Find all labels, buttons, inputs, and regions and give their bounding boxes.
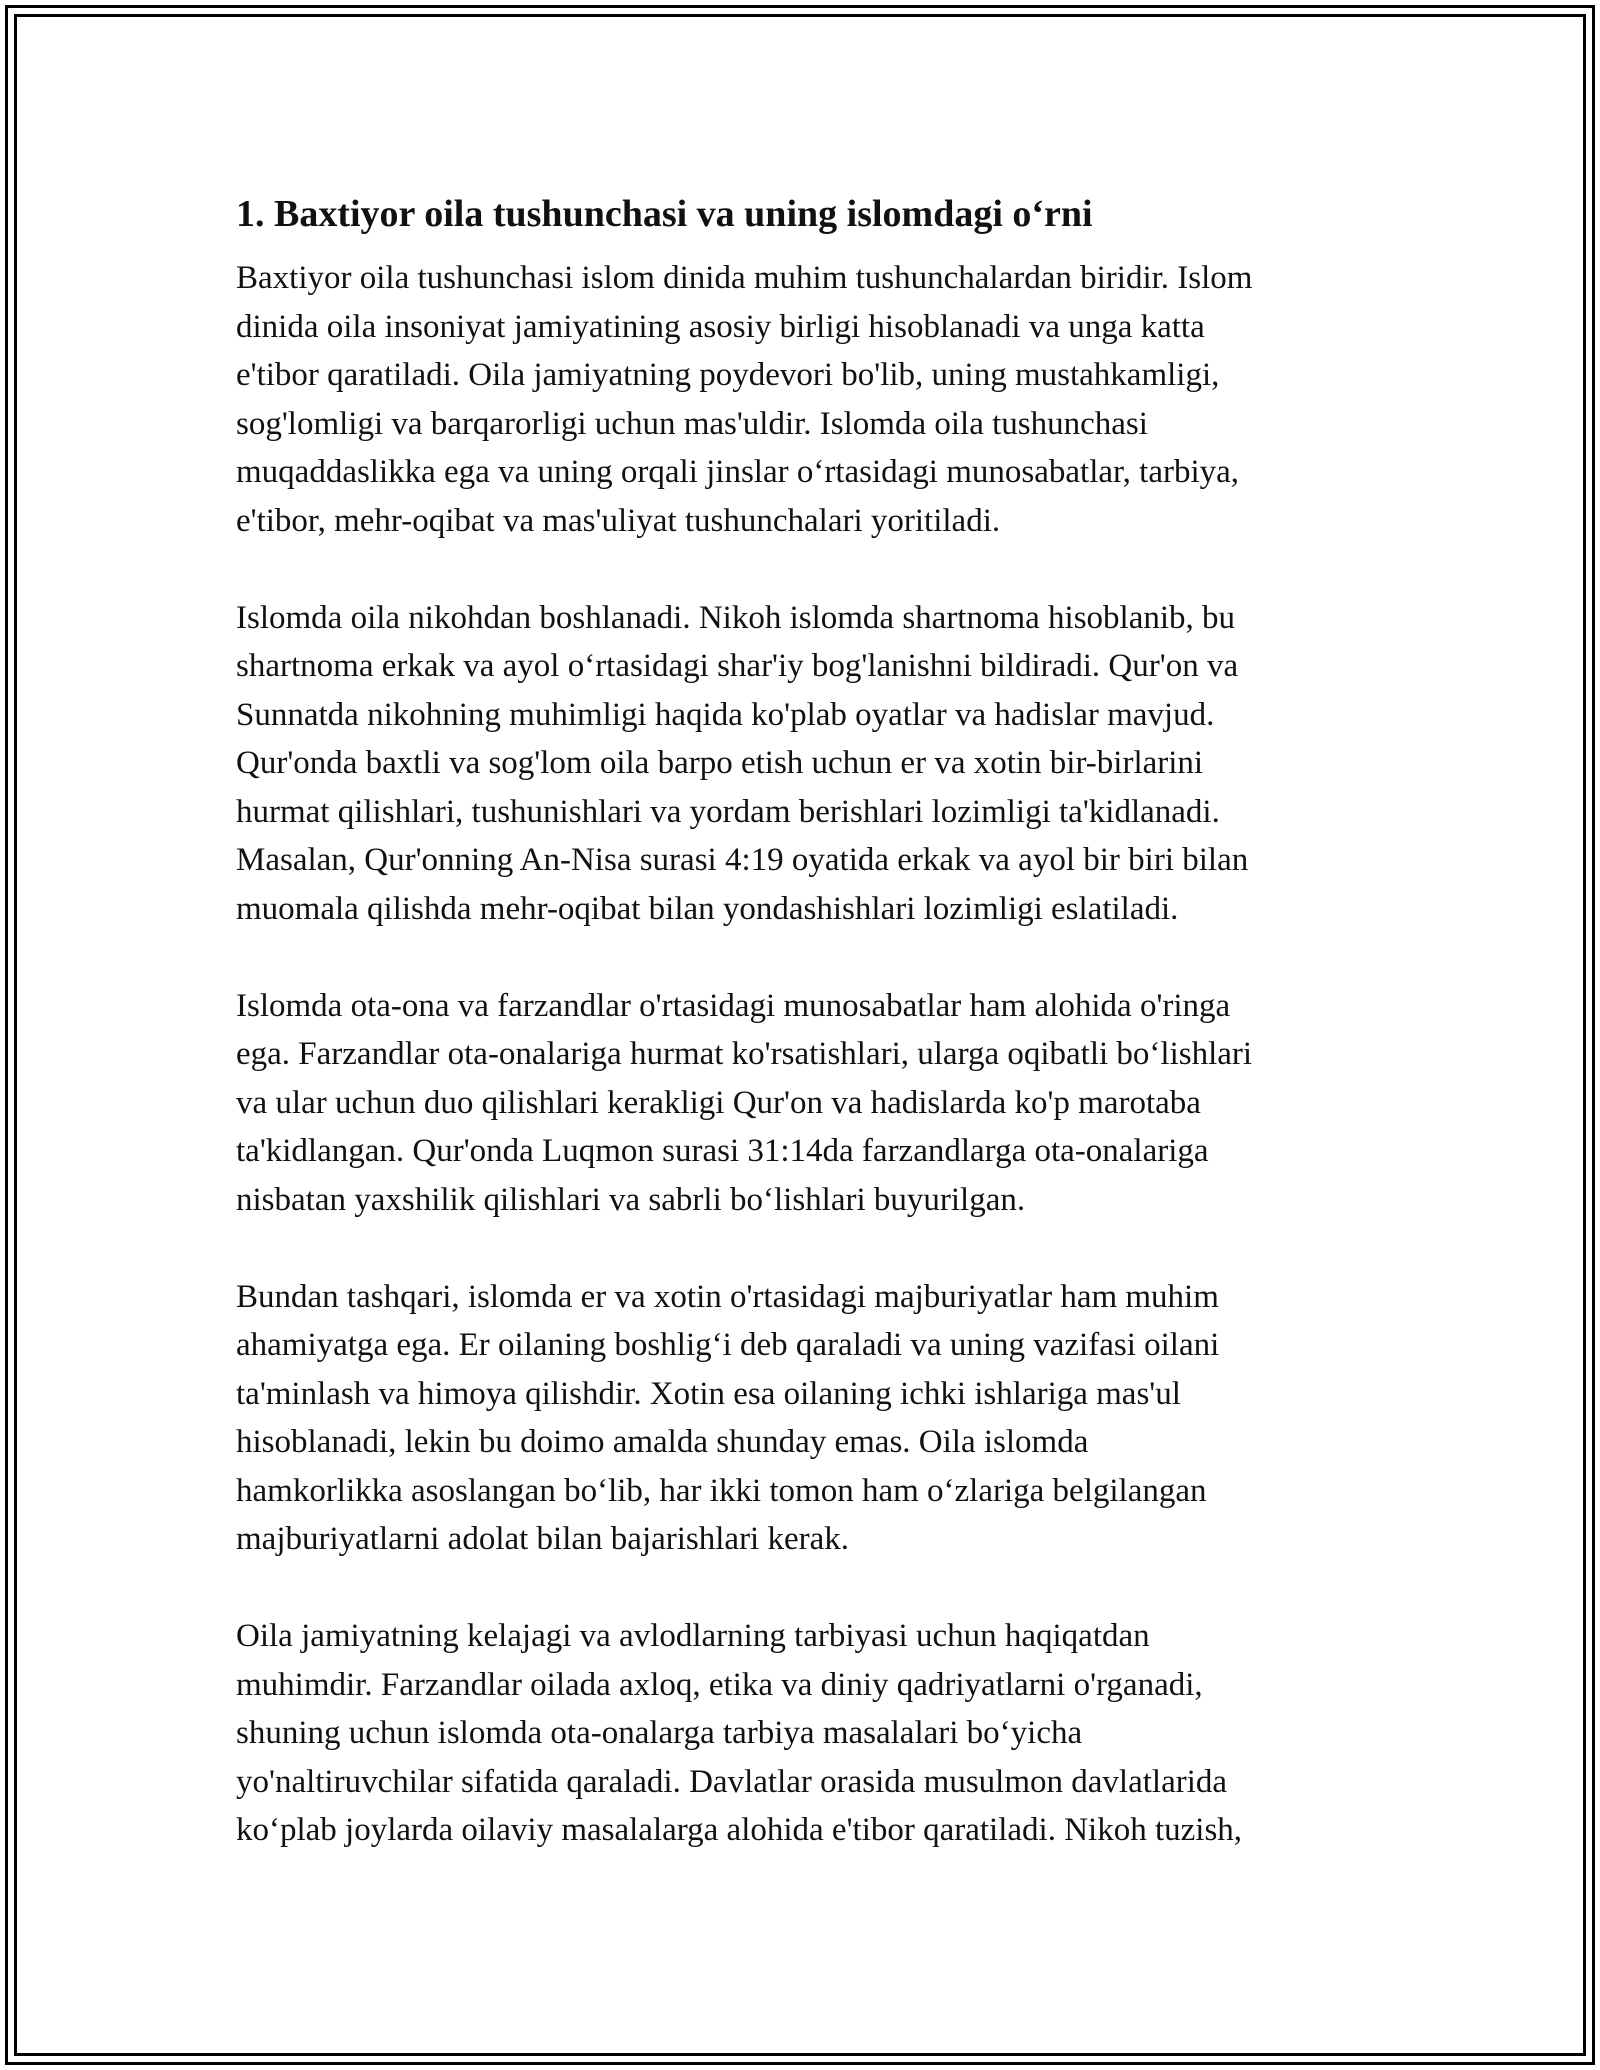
paragraph-1 [236,254,1376,545]
text-line: ahamiyatga ega. Er oilaning boshlig‘i deb qaraladi va uning vazifasi oilani [236,1327,1220,1363]
text-line: Oila jamiyatning kelajagi va avlodlarning tarbiyasi uchun haqiqatdan [236,1618,1150,1654]
text-line: e'tibor qaratiladi. Oila jamiyatning poydevori bo'lib, uning mustahkamligi, [236,357,1220,393]
paragraph-4 [236,1273,1376,1564]
text-line: ega. Farzandlar ota-onalariga hurmat ko'rsatishlari, ularga oqibatli bo‘lishlari [236,1036,1253,1072]
text-line: Islomda ota-ona va farzandlar o'rtasidagi munosabatlar ham alohida o'ringa [236,987,1231,1024]
text-line: Islomda oila nikohdan boshlanadi. Nikoh islomda shartnoma hisoblanib, bu [236,599,1236,636]
text-line: muqaddaslikka ega va uning orqali jinslar o‘rtasidagi munosabatlar, tarbiya, [236,454,1240,490]
text-line: dinida oila insoniyat jamiyatining asosiy birligi hisoblanadi va unga katta [236,308,1205,345]
text-line: va ular uchun duo qilishlari kerakligi Qur'on va hadislarda ko'p marotaba [236,1084,1201,1121]
paragraph-2 [236,594,1376,934]
text-line: hurmat qilishlari, tushunishlari va yordam berishlari lozimligi ta'kidlanadi. [236,793,1220,830]
text-line: shartnoma erkak va ayol o‘rtasidagi shar'iy bog'lanishni bildiradi. Qur'on va [236,648,1239,684]
document-body [236,188,1376,1903]
paragraph-3 [236,982,1376,1225]
text-line: nisbatan yaxshilik qilishlari va sabrli bo‘lishlari buyurilgan. [236,1181,1026,1218]
text-line: shuning uchun islomda ota-onalarga tarbiya masalalari bo‘yicha [236,1715,1083,1751]
text-line: yo'naltiruvchilar sifatida qaraladi. Davlatlar orasida musulmon davlatlarida [236,1763,1228,1800]
section-heading: 1. Baxtiyor oila tushunchasi va uning islomdagi o‘rni [236,193,1093,235]
text-line: Masalan, Qur'onning An-Nisa surasi 4:19 oyatida erkak va ayol bir biri bilan [236,842,1249,878]
text-line: ta'kidlangan. Qur'onda Luqmon surasi 31:14da farzandlarga ota-onalariga [236,1133,1209,1169]
text-line: muomala qilishda mehr-oqibat bilan yondashishlari lozimligi eslatiladi. [236,890,1179,927]
text-line: hisoblanadi, lekin bu doimo amalda shunday emas. Oila islomda [236,1424,1089,1460]
paragraph-5 [236,1612,1376,1855]
text-line: Bundan tashqari, islomda er va xotin o'rtasidagi majburiyatlar ham muhim [236,1278,1219,1315]
text-line: majburiyatlarni adolat bilan bajarishlari kerak. [236,1521,850,1557]
text-line: Baxtiyor oila tushunchasi islom dinida muhim tushunchalardan biridir. Islom [236,260,1253,296]
text-line: sog'lomligi va barqarorligi uchun mas'uldir. Islomda oila tushunchasi [236,405,1148,442]
text-line: muhimdir. Farzandlar oilada axloq, etika va diniy qadriyatlarni o'rganadi, [236,1666,1203,1703]
text-line: ko‘plab joylarda oilaviy masalalarga alohida e'tibor qaratiladi. Nikoh tuzish, [236,1812,1243,1848]
text-line: Qur'onda baxtli va sog'lom oila barpo etish uchun er va xotin bir-birlarini [236,745,1204,781]
text-line: Sunnatda nikohning muhimligi haqida ko'plab oyatlar va hadislar mavjud. [236,696,1215,733]
text-line: hamkorlikka asoslangan bo‘lib, har ikki tomon ham o‘zlariga belgilangan [236,1472,1207,1509]
text-line: e'tibor, mehr-oqibat va mas'uliyat tushunchalari yoritiladi. [236,502,1001,539]
text-line: ta'minlash va himoya qilishdir. Xotin esa oilaning ichki ishlariga mas'ul [236,1375,1181,1412]
